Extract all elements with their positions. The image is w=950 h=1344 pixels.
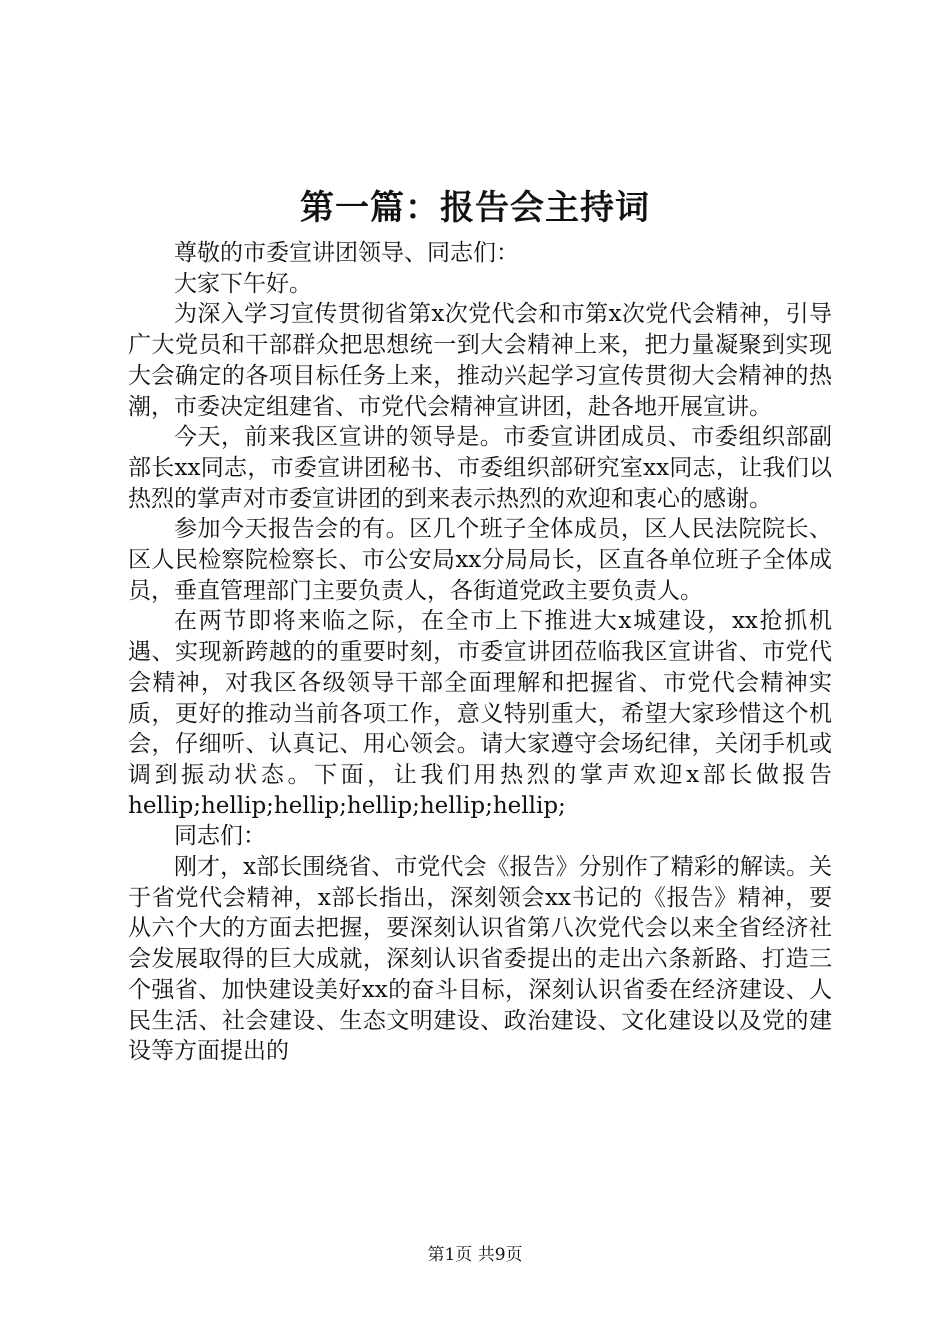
paragraph-greeting: 大家下午好。 (174, 270, 312, 297)
paragraph-salutation: 尊敬的市委宣讲团领导、同志们： (174, 240, 519, 266)
paragraph-ellipsis: hellip;hellip;hellip;hellip;hellip;hellip; (128, 792, 566, 819)
paragraph-attendees: 参加今天报告会的有。区几个班子全体成员，区人民法院院长、区人民检察院检察长、市公安局xx分局局长，区直各单位班子全体成员，垂直管理部门主要负责人，各街道党政主要负责人。 (128, 516, 832, 604)
document-body (128, 238, 832, 1067)
paragraph-address: 同志们： (174, 823, 266, 850)
paragraph-purpose: 为深入学习宣传贯彻省第x次党代会和市第x次党代会精神，引导广大党员和干部群众把思想统一到大会精神上来，把力量凝聚到实现大会确定的各项目标任务上来，推动兴起学习宣传贯彻大会精神的热潮，市委决定组建省、市党代会精神宣讲团，赴各地开展宣讲。 (128, 301, 832, 420)
paragraph-summary: 刚才，x部长围绕省、市党代会《报告》分别作了精彩的解读。关于省党代会精神，x部长指出，深刻领会xx书记的《报告》精神，要从六个大的方面去把握，要深刻认识省第八次党代会以来全省经济社会发展取得的巨大成就，深刻认识省委提出的走出六条新路、打造三个强省、加快建设美好xx的奋斗目标，深刻认识省委在经济建设、人民生活、社会建设、生态文明建设、政治建设、文化建设以及党的建设等方面提出的 (128, 854, 832, 1065)
page-number: 第1页 共9页 (427, 1245, 523, 1265)
paragraph-occasion: 在两节即将来临之际，在全市上下推进大x城建设，xx抢抓机遇、实现新跨越的的重要时刻，市委宣讲团莅临我区宣讲省、市党代会精神，对我区各级领导干部全面理解和把握省、市党代会精神实质，更好的推动当前各项工作，意义特别重大，希望大家珍惜这个机会，仔细听、认真记、用心领会。请大家遵守会场纪律，关闭手机或调到振动状态。下面，让我们用热烈的掌声欢迎x部长做报告 (128, 608, 832, 788)
paragraph-speakers: 今天，前来我区宣讲的领导是。市委宣讲团成员、市委组织部副部长xx同志，市委宣讲团秘书、市委组织部研究室xx同志，让我们以热烈的掌声对市委宣讲团的到来表示热烈的欢迎和衷心的感谢。 (128, 424, 832, 512)
page-title: 第一篇：报告会主持词 (300, 188, 650, 228)
